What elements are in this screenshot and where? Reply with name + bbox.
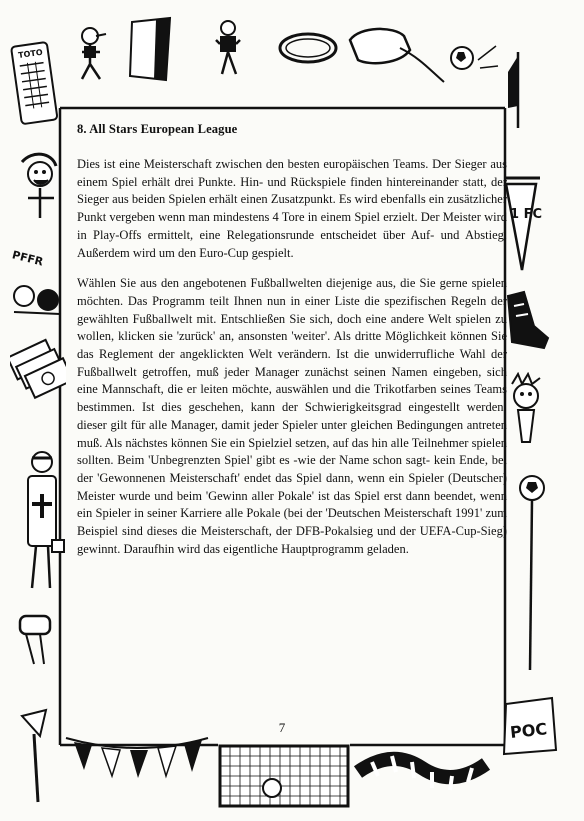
section-content (77, 122, 507, 571)
horn-icon (12, 706, 62, 806)
scarf-roll-icon (14, 606, 60, 668)
paragraph-league-rules: Dies ist eine Meisterschaft zwischen den besten europäischen Teams. Der Sieger aus einem Spiel erhält drei Punkte. Hin- und Rückspiele finden hintereinander statt, der Sieger aus beiden Spielen erhält einen Zusatzpunkt. Es wird ebenfalls ein zusätzlicher Punkt vergeben wenn man mindestens 4 Tore in einem Spiel erzielt. Der Meister wird in Play-Offs ermittelt, eine Relegationsrunde entscheidet über Auf- und Abstieg. Außerdem wird um den Euro-Cup gespielt. (77, 157, 507, 260)
svg-text:1 FC: 1 FC (510, 207, 542, 222)
fan-scarf-icon (352, 742, 492, 798)
corner-flag-icon (504, 48, 536, 128)
paragraph-game-setup: Wählen Sie aus den angebotenen Fußballwelten diejenige aus, die Sie gerne spielen möchten. Das Programm teilt Ihnen nun in einer Liste die spezifischen Regeln der gewählten Fußballwelt mit. Entschließen Sie sich, doch eine andere Welt spielen zu wollen, klicken sie 'zurück' an, ansonsten 'weiter'. Als dritte Möglichkeit können Sie das Reglement der angeklickten Welt verändern. Ist die unwiderrufliche Wahl der Fußballwelt getroffen, muß jeder Manager zunächst seinen Namen eingeben, sich eine Mannschaft, die er leiten möchte, auswählen und die Trikotfarben seines Teams bestimmen. Ist dies geschehen, kann der Schwierigkeitsgrad eingestellt werden; dieser gilt für alle Manager, damit jeder Spieler unter gleichen Bedingungen antreten muß. Als nächstes können Sie ein Spielziel setzen, auf das hin alle Teilnehmer spielen sollten. Beim 'Unbegrenzten Spiel' gibt es -wie der Name schon sagt- kein Ende, bei der 'Gewonnenen Meisterschaft' endet das Spiel dann, wenn ein Spieler (Deutscher) Meister wurde und beim 'Gewinn aller Pokale' ist das Spiel erst dann beendet, wenn ein Spieler in seiner Karriere alle Pokale (bei der 'Deutschen Meisterschaft 1991' zum Beispiel sind dieses die Meisterschaft, der DFB-Pokalsieg und der UEFA-Cup-Sieg) gewinnt. Daraufhin wird das eigentliche Hauptprogramm geladen. (77, 276, 507, 556)
svg-text:PFFR: PFFR (10, 248, 45, 269)
ball-icon (448, 36, 500, 80)
goal-post-ball-icon (514, 470, 550, 670)
medic-icon (18, 448, 66, 598)
svg-text:TOTO: TOTO (17, 47, 44, 61)
spiky-hair-player-icon (500, 372, 550, 452)
whistle-string-icon (276, 28, 340, 68)
fan-face-icon (14, 148, 64, 222)
bird-player-icon (72, 24, 114, 84)
money-notes-icon (10, 336, 66, 406)
referee-icon (208, 18, 248, 82)
bunting-flags-icon (62, 730, 212, 790)
whistle-icon (340, 20, 450, 90)
section-heading: 8. All Stars European League (77, 122, 238, 136)
poc-shout-icon (500, 690, 560, 760)
page-number: 7 (278, 720, 286, 735)
tumbling-players-icon (10, 280, 64, 320)
pfiff-shout-icon (8, 240, 64, 274)
flag-icon (126, 14, 176, 84)
goal-net-icon (216, 740, 352, 810)
toto-ticket-icon (10, 36, 60, 126)
svg-text:POC: POC (509, 719, 549, 743)
